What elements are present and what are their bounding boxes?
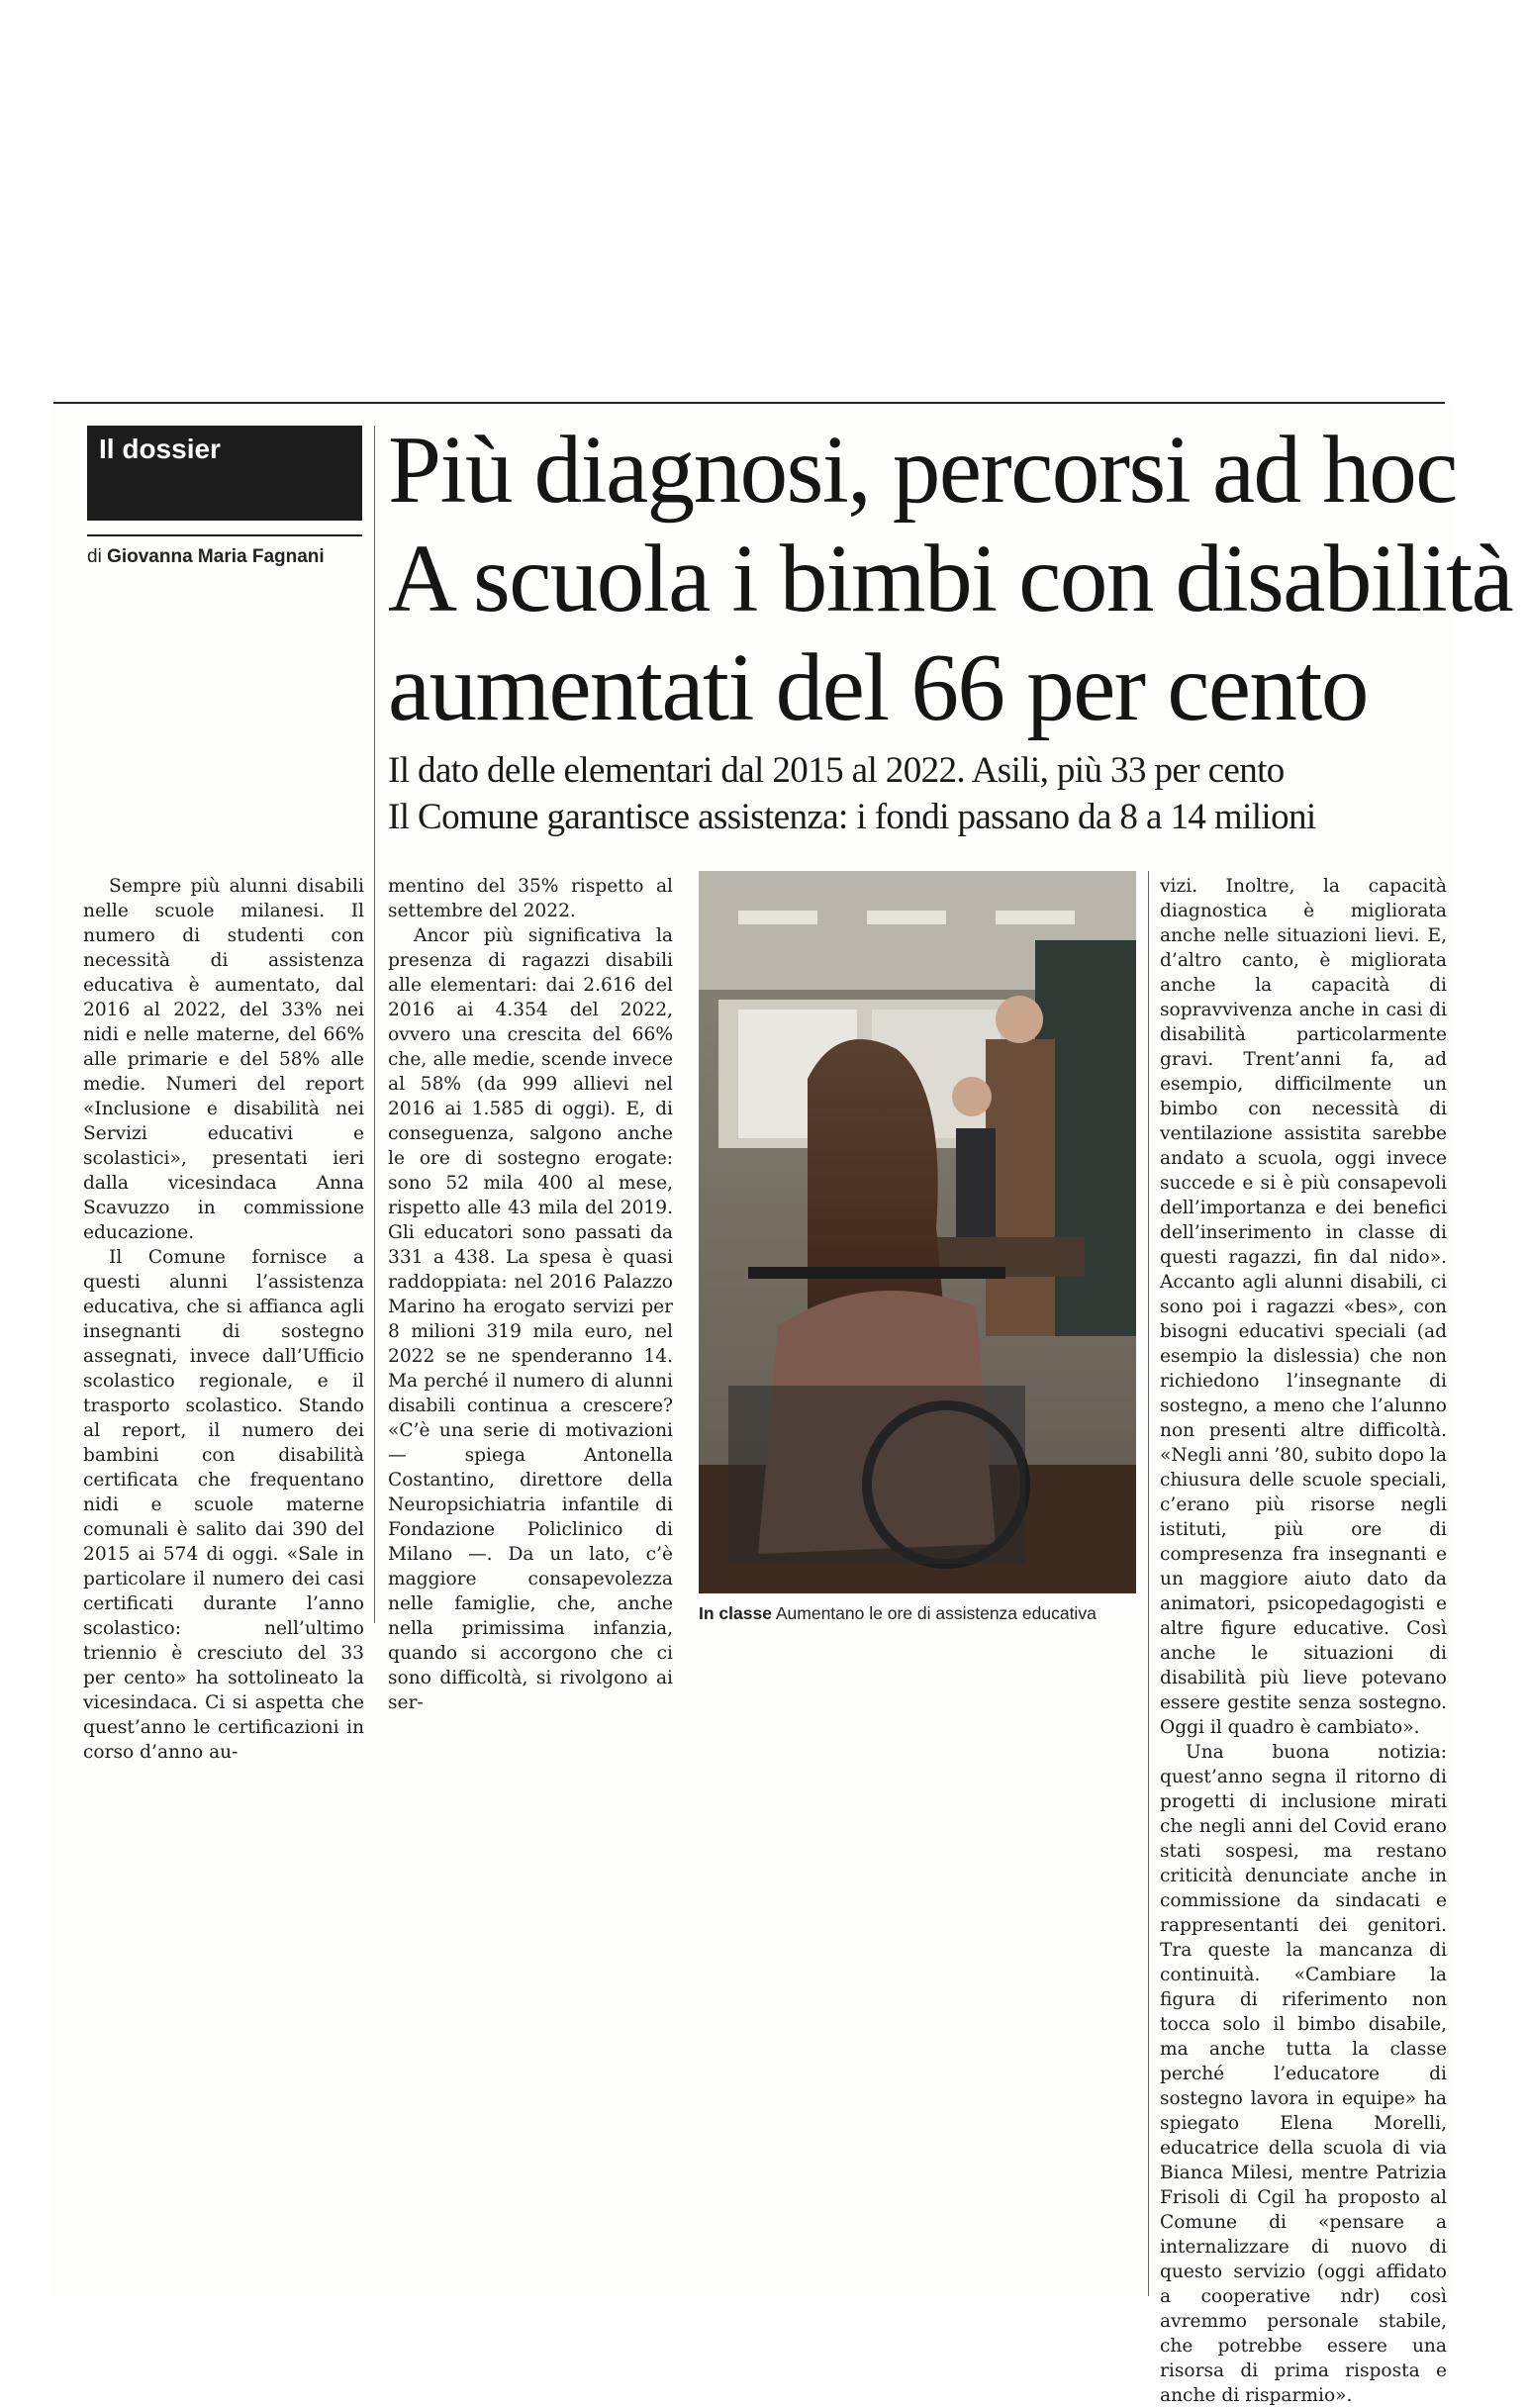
column-rule-left [374, 426, 375, 1623]
article-paragraph: vizi. Inoltre, la capacità diagnostica è migliorata anche nelle situazioni lievi. E, d’altro canto, è migliorata anche la capacità di sopravvivenza anche in casi di disabilità particolarmente gravi. Trent’anni fa, ad esempio, difficilmente un bimbo con necessità di ventilazione assistita sarebbe andato a scuola, oggi invece succede e si è più consapevoli dell’importanza e dei benefici dell’inserimento in classe di questi ragazzi, fin dal nido». Accanto agli alunni disabili, ci sono poi i ragazzi «bes», con bisogni educativi speciali (ad esempio la dislessia) che non richiedono l’insegnante di sostegno, a meno che l’alunno non presenti altre difficoltà. «Negli anni ’80, subito dopo la chiusura delle scuole speciali, c’erano più risorse negli istituti, più ore di compresenza fra insegnanti e un maggiore aiuto dato da animatori, psicopedagogisti e altre figure educative. Così anche le situazioni di disabilità più lieve potevano essere gestite senza sostegno. Oggi il quadro è cambiato». [1160, 876, 1447, 1738]
article-paragraph: Ancor più significativa la presenza di ragazzi disabili alle elementari: dai 2.616 del 2016 ai 4.354 del 2022, ovvero una crescita del 66% che, alle medie, scende invece al 58% (da 999 allievi nel 2016 ai 1.585 di oggi). E, di conseguenza, salgono anche le ore di sostegno erogate: sono 52 mila 400 al mese, rispetto alle 43 mila del 2019. Gli educatori sono passati da 331 a 438. La spesa è quasi raddoppiata: nel 2016 Palazzo Marino ha erogato servizi per 8 milioni 319 mila euro, nel 2022 se ne spenderanno 14. Ma perché il numero di alunni disabili continua a crescere? «C’è una serie di motivazioni — spiega Antonella Costantino, direttore della Neuropsichiatria infantile di Fondazione Policlinico di Milano —. Da un lato, c’è maggiore consapevolezza nelle famiglie, che, anche nella primissima infanzia, quando si accorgono che ci sono difficoltà, si rivolgono ai ser- [388, 925, 673, 1713]
headline-line: aumentati del 66 per cento [388, 634, 1368, 740]
article-paragraph: Sempre più alunni disabili nelle scuole milanesi. Il numero di studenti con necessità di assistenza educativa è aumentato, dal 2016 al 2022, del 33% nei nidi e nelle materne, del 66% alle primarie e del 58% alle medie. Numeri del report «Inclusione e disabilità nei Servizi educativi e scolastici», presentati ieri dalla vicesindaca Anna Scavuzzo in commissione educazione. [83, 876, 364, 1243]
subheadline-line: Il Comune garantisce assistenza: i fondi passano da 8 a 14 milioni [388, 797, 1316, 837]
headline-line: A scuola i bimbi con disabilità [388, 526, 1513, 631]
byline [87, 546, 374, 568]
article-column-2 [388, 874, 673, 1715]
headline [388, 416, 1513, 742]
article-paragraph: Una buona notizia: quest’anno segna il ritorno di progetti di inclusione mirati che negli anni del Covid erano stati sospesi, ma restano criticità denunciate anche in commissione da sindacati e rappresentanti dei genitori. Tra queste la mancanza di continuità. «Cambiare la figura di riferimento non tocca solo il bimbo disabile, ma anche tutta la classe perché l’educatore di sostegno lavora in equipe» ha spiegato Elena Morelli, educatrice della scuola di via Bianca Milesi, mentre Patrizia Frisoli di Cgil ha proposto al Comune di «pensare a internalizzare di nuovo di questo servizio (oggi affidato a cooperative ndr) così avremmo personale stabile, che potrebbe essere una risorsa di prima risposta e anche di risparmio». [1160, 1742, 1447, 2406]
article-column-1 [83, 874, 364, 1765]
byline-author: Giovanna Maria Fagnani [107, 546, 325, 567]
article-paragraph: mentino del 35% rispetto al settembre del 2022. [388, 876, 673, 921]
article-paragraph: Il Comune fornisce a questi alunni l’assistenza educativa, che si affianca agli insegnanti di sostegno assegnati, invece dall’Ufficio scolastico regionale, e il trasporto scolastico. Stando al report, il numero dei bambini con disabilità certificata che frequentano nidi e scuole materne comunali è salito dai 390 del 2015 ai 574 di oggi. «Sale in particolare il numero dei casi certificati durante l’anno scolastico: nell’ultimo triennio è cresciuto del 33 per cento» ha sottolineato la vicesindaca. Ci si aspetta che quest’anno le certificazioni in corso d’anno au- [83, 1247, 364, 1763]
caption-text: Aumentano le ore di assistenza educativa [775, 1603, 1097, 1623]
top-rule [53, 402, 1445, 404]
caption-label: In classe [699, 1603, 772, 1623]
section-label: Il dossier [87, 426, 362, 521]
byline-prefix: di [87, 546, 102, 567]
subheadline [388, 747, 1457, 840]
headline-line: Più diagnosi, percorsi ad hoc [388, 417, 1457, 523]
column-rule-right [1148, 871, 1149, 2296]
subheadline-line: Il dato delle elementari dal 2015 al 2022. Asili, più 33 per cento [388, 750, 1285, 791]
article-column-3 [1160, 874, 1447, 2408]
classroom-photo [699, 871, 1136, 1593]
photo-caption [699, 1603, 1154, 1624]
section-rule [87, 534, 362, 536]
